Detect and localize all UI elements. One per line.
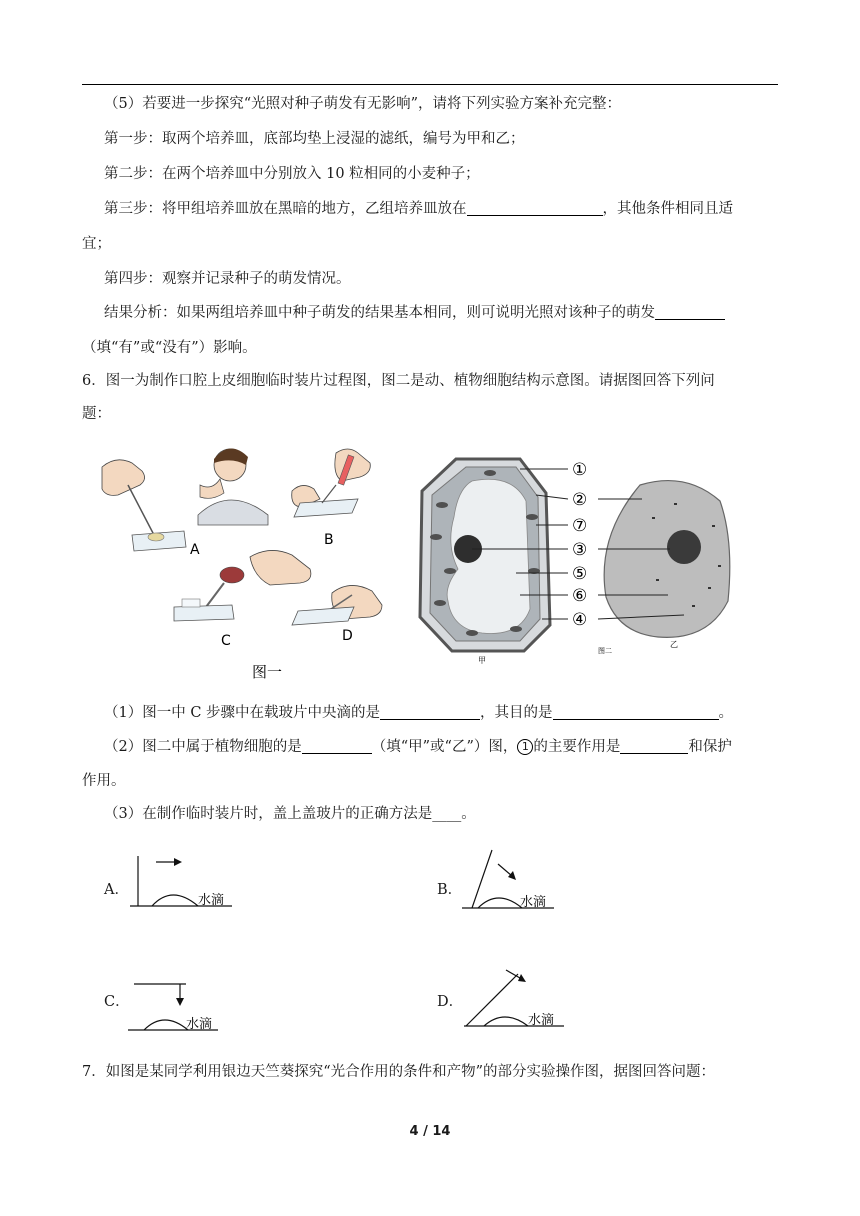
option-a-diagram xyxy=(126,850,236,910)
fig2-caption: 图二 xyxy=(598,647,612,655)
figure-one xyxy=(100,445,400,685)
option-b-diagram xyxy=(458,846,568,912)
answer-blank[interactable] xyxy=(302,737,372,754)
q5-step4: 第四步：观察并记录种子的萌发情况。 xyxy=(104,271,351,287)
fig1-label-d: D xyxy=(342,628,353,644)
fig1-caption: 图一 xyxy=(252,663,283,681)
q5-step2: 第二步：在两个培养皿中分别放入 10 粒相同的小麦种子； xyxy=(104,166,480,182)
option-c-label[interactable]: C． xyxy=(104,994,130,1010)
header-rule xyxy=(82,84,778,85)
option-a-label[interactable]: A． xyxy=(104,882,129,898)
answer-blank[interactable] xyxy=(380,703,480,720)
q5-step3-cont: 宜； xyxy=(82,236,111,252)
figure-two xyxy=(412,455,732,675)
water-drop-label: 水滴 xyxy=(198,893,225,908)
fig1-label-c: C xyxy=(221,633,231,649)
q5-step1: 第一步：取两个培养皿，底部均垫上浸湿的滤纸，编号为甲和乙； xyxy=(104,131,525,147)
q6-stem-cont: 题： xyxy=(82,406,111,422)
answer-blank[interactable] xyxy=(553,703,719,720)
circled-number: 1 xyxy=(517,739,533,755)
fig1-label-a: A xyxy=(190,542,200,558)
q5-intro: （5）若要进一步探究“光照对种子萌发有无影响”，请将下列实验方案补充完整： xyxy=(104,96,622,112)
cell-label-3: ③ xyxy=(572,540,588,560)
option-d-diagram xyxy=(460,962,570,1030)
cell-label-2: ② xyxy=(572,490,588,510)
animal-cell xyxy=(604,481,730,638)
q6-sub3: （3）在制作临时装片时，盖上盖玻片的正确方法是____。 xyxy=(104,806,476,822)
q6-sub1: （1）图一中 C 步骤中在载玻片中央滴的是 ，其目的是 。 xyxy=(104,705,734,721)
q6-stem: 6．图一为制作口腔上皮细胞临时装片过程图，图二是动、植物细胞结构示意图。请据图回答下列问 xyxy=(82,373,715,389)
answer-blank[interactable] xyxy=(655,303,725,320)
cell-label-6: ⑥ xyxy=(572,586,588,606)
fig1-label-b: B xyxy=(324,532,334,548)
step-b-illustration xyxy=(292,449,371,517)
water-drop-label: 水滴 xyxy=(528,1013,555,1028)
step-c-illustration xyxy=(174,550,311,621)
cell-label-7: ⑦ xyxy=(572,516,588,536)
q6-sub2: （2）图二中属于植物细胞的是 （填“甲”或“乙”）图， 1 的主要作用是 和保护 xyxy=(104,739,732,755)
step-d-illustration xyxy=(292,585,382,625)
water-drop-label: 水滴 xyxy=(520,895,547,910)
step-a-illustration xyxy=(102,448,268,551)
answer-blank[interactable] xyxy=(467,199,603,216)
q7-stem: 7．如图是某同学利用银边天竺葵探究“光合作用的条件和产物”的部分实验操作图，据图回答问题： xyxy=(82,1064,716,1080)
q5-result: 结果分析：如果两组培养皿中种子萌发的结果基本相同，则可说明光照对该种子的萌发 xyxy=(104,303,778,323)
option-b-label[interactable]: B． xyxy=(437,882,463,898)
plant-cell-label: 甲 xyxy=(478,656,486,665)
cell-label-5: ⑤ xyxy=(572,564,588,584)
option-d-label[interactable]: D． xyxy=(437,994,464,1010)
page-number: 4 / 14 xyxy=(409,1124,451,1139)
cell-label-1: ① xyxy=(572,460,588,480)
plant-cell xyxy=(420,459,550,651)
q5-step3: 第三步：将甲组培养皿放在黑暗的地方，乙组培养皿放在 ，其他条件相同且适 xyxy=(104,201,733,217)
q6-sub2-cont: 作用。 xyxy=(82,773,126,789)
cell-label-4: ④ xyxy=(572,610,588,630)
q5-result-cont: （填“有”或“没有”）影响。 xyxy=(82,340,257,356)
animal-cell-label: 乙 xyxy=(670,640,678,649)
water-drop-label: 水滴 xyxy=(186,1017,213,1032)
answer-blank[interactable] xyxy=(620,737,688,754)
option-c-diagram xyxy=(126,978,236,1034)
